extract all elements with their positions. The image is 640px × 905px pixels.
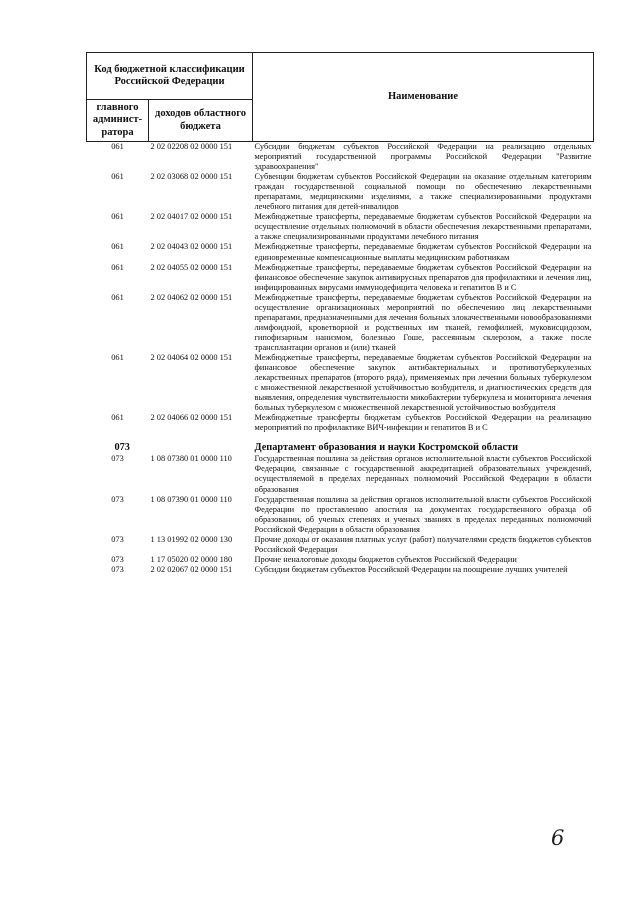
table-row — [87, 495, 594, 535]
table-row — [87, 172, 594, 212]
name-column-header: Наименование — [253, 53, 594, 142]
admin-column-header: главного админист-ратора — [87, 100, 149, 142]
admin-code-cell: 061 — [111, 142, 124, 151]
table-row — [87, 454, 594, 494]
table-row — [87, 555, 594, 565]
admin-code-cell: 073 — [111, 564, 124, 574]
table-row — [87, 142, 594, 173]
table-row — [87, 565, 594, 575]
admin-code-cell: 061 — [111, 212, 124, 222]
name-cell: Государственная пошлина за действия органов исполнительной власти субъектов Российской Федерации, связанные с государственной аккредитацией образовательных учреждений, осуществляемой в пределах переданных полномочий Российской Федерации в области образования — [254, 454, 592, 494]
income-code-cell: 2 02 04064 02 0000 151 — [150, 352, 233, 362]
table-row — [87, 212, 594, 242]
name-cell: Прочие доходы от оказания платных услуг (работ) получателями средств бюджетов субъектов Российской Федерации — [254, 534, 592, 554]
table-row — [87, 263, 594, 293]
income-code-cell: 2 02 03068 02 0000 151 — [150, 172, 233, 182]
income-code-cell: 2 02 04062 02 0000 151 — [150, 292, 233, 302]
table-row — [87, 293, 594, 353]
admin-code-cell: 061 — [111, 262, 124, 272]
name-cell: Субсидии бюджетам субъектов Российской Федерации на поощрение лучших учителей — [254, 564, 568, 574]
table-row — [87, 413, 594, 433]
admin-code-cell: 073 — [111, 554, 124, 564]
code-group-header: Код бюджетной классификации Российской Федерации — [87, 53, 253, 100]
income-code-cell: 2 02 04055 02 0000 151 — [150, 262, 233, 272]
admin-code-cell: 073 — [111, 534, 124, 544]
name-cell: Межбюджетные трансферты, передаваемые бюджетам субъектов Российской Федерации на единовременные компенсационные выплаты медицинским работникам — [254, 242, 592, 262]
budget-classification-table — [86, 52, 594, 575]
name-cell: Прочие неналоговые доходы бюджетов субъектов Российской Федерации — [254, 554, 517, 564]
name-cell: Межбюджетные трансферты, передаваемые бюджетам субъектов Российской Федерации на осуществление отдельных полномочий в области обеспечения лекарственными препаратами, а также специализированными продуктами лечебного питания — [254, 212, 592, 242]
department-code-empty — [149, 433, 253, 454]
handwritten-page-number: 6 — [551, 826, 565, 850]
income-code-cell: 2 02 04066 02 0000 151 — [150, 413, 233, 423]
income-code-cell: 1 08 07390 01 0000 110 — [150, 494, 232, 504]
income-column-header: доходов областного бюджета — [149, 100, 253, 142]
income-code-cell: 2 02 04043 02 0000 151 — [150, 242, 233, 252]
admin-code-cell: 061 — [111, 172, 124, 182]
income-code-cell: 1 17 05020 02 0000 180 — [150, 554, 233, 564]
table-row — [87, 242, 594, 262]
table-row — [87, 535, 594, 555]
admin-code-cell: 061 — [111, 242, 124, 252]
income-code-cell: 1 13 01992 02 0000 130 — [150, 534, 233, 544]
department-row — [87, 433, 594, 454]
income-code-cell: 2 02 02208 02 0000 151 — [150, 142, 233, 151]
admin-code-cell: 073 — [111, 454, 124, 464]
admin-code-cell: 061 — [111, 292, 124, 302]
income-code-cell: 1 08 07380 01 0000 110 — [150, 454, 232, 464]
name-cell: Межбюджетные трансферты, передаваемые бюджетам субъектов Российской Федерации на осуществление организационных мероприятий по обеспечению лиц лекарственными препаратами, предназначенными для лечения больных злокачественными новообразованиями лимфоидной, кроветворной и родственных им тканей, гемофилией, муковисцидозом, гипофизарным нанизмом, болезнью Гоше, рассеянным склерозом, а также после трансплантации органов и (или) тканей — [254, 292, 592, 352]
table-body — [87, 142, 594, 575]
table-row — [87, 353, 594, 413]
name-cell: Межбюджетные трансферты, передаваемые бюджетам субъектов Российской Федерации на финансовое обеспечение закупок антибактериальных и противотуберкулезных лекарственных препаратов (второго ряда), применяемых при лечении больных туберкулезом с множественной лекарственной устойчивостью возбудителя, и диагностических средств для выявления, определения чувствительности микобактерии туберкулеза и мониторинга лечения больных туберкулезом с множественной лекарственной устойчивостью возбудителя — [254, 352, 592, 413]
name-cell: Межбюджетные трансферты, передаваемые бюджетам субъектов Российской Федерации на финансовое обеспечение закупок антивирусных препаратов для профилактики и лечения лиц, инфицированных вирусами иммунодефицита человека и гепатитов В и С — [254, 262, 592, 292]
admin-code-cell: 061 — [111, 352, 124, 362]
admin-code-cell: 061 — [111, 413, 124, 423]
table-header — [87, 53, 594, 142]
name-cell: Субсидии бюджетам субъектов Российской Федерации на реализацию отдельных мероприятий государственной программы Российской Федерации "Развитие здравоохранения" — [254, 142, 592, 172]
department-admin-code: 073 — [114, 442, 130, 454]
name-cell: Государственная пошлина за действия органов исполнительной власти субъектов Российской Федерации по проставлению апостиля на документах государственного образца об образовании, об ученых степенях и ученых званиях в пределах переданных полномочий Российской Федерации в области образования — [254, 494, 592, 534]
income-code-cell: 2 02 02067 02 0000 151 — [150, 564, 233, 574]
name-cell: Субвенции бюджетам субъектов Российской Федерации на оказание отдельным категориям граждан государственной социальной помощи по обеспечению лекарственными препаратами, медицинскими изделиями, а также специализированными продуктами лечебного питания для детей-инвалидов — [254, 172, 592, 212]
name-cell: Межбюджетные трансферты бюджетам субъектов Российской Федерации на реализацию мероприятий по профилактике ВИЧ-инфекции и гепатитов В и С — [254, 413, 592, 433]
admin-code-cell: 073 — [111, 494, 124, 504]
department-name: Департамент образования и науки Костромской области — [254, 442, 519, 454]
income-code-cell: 2 02 04017 02 0000 151 — [150, 212, 233, 222]
